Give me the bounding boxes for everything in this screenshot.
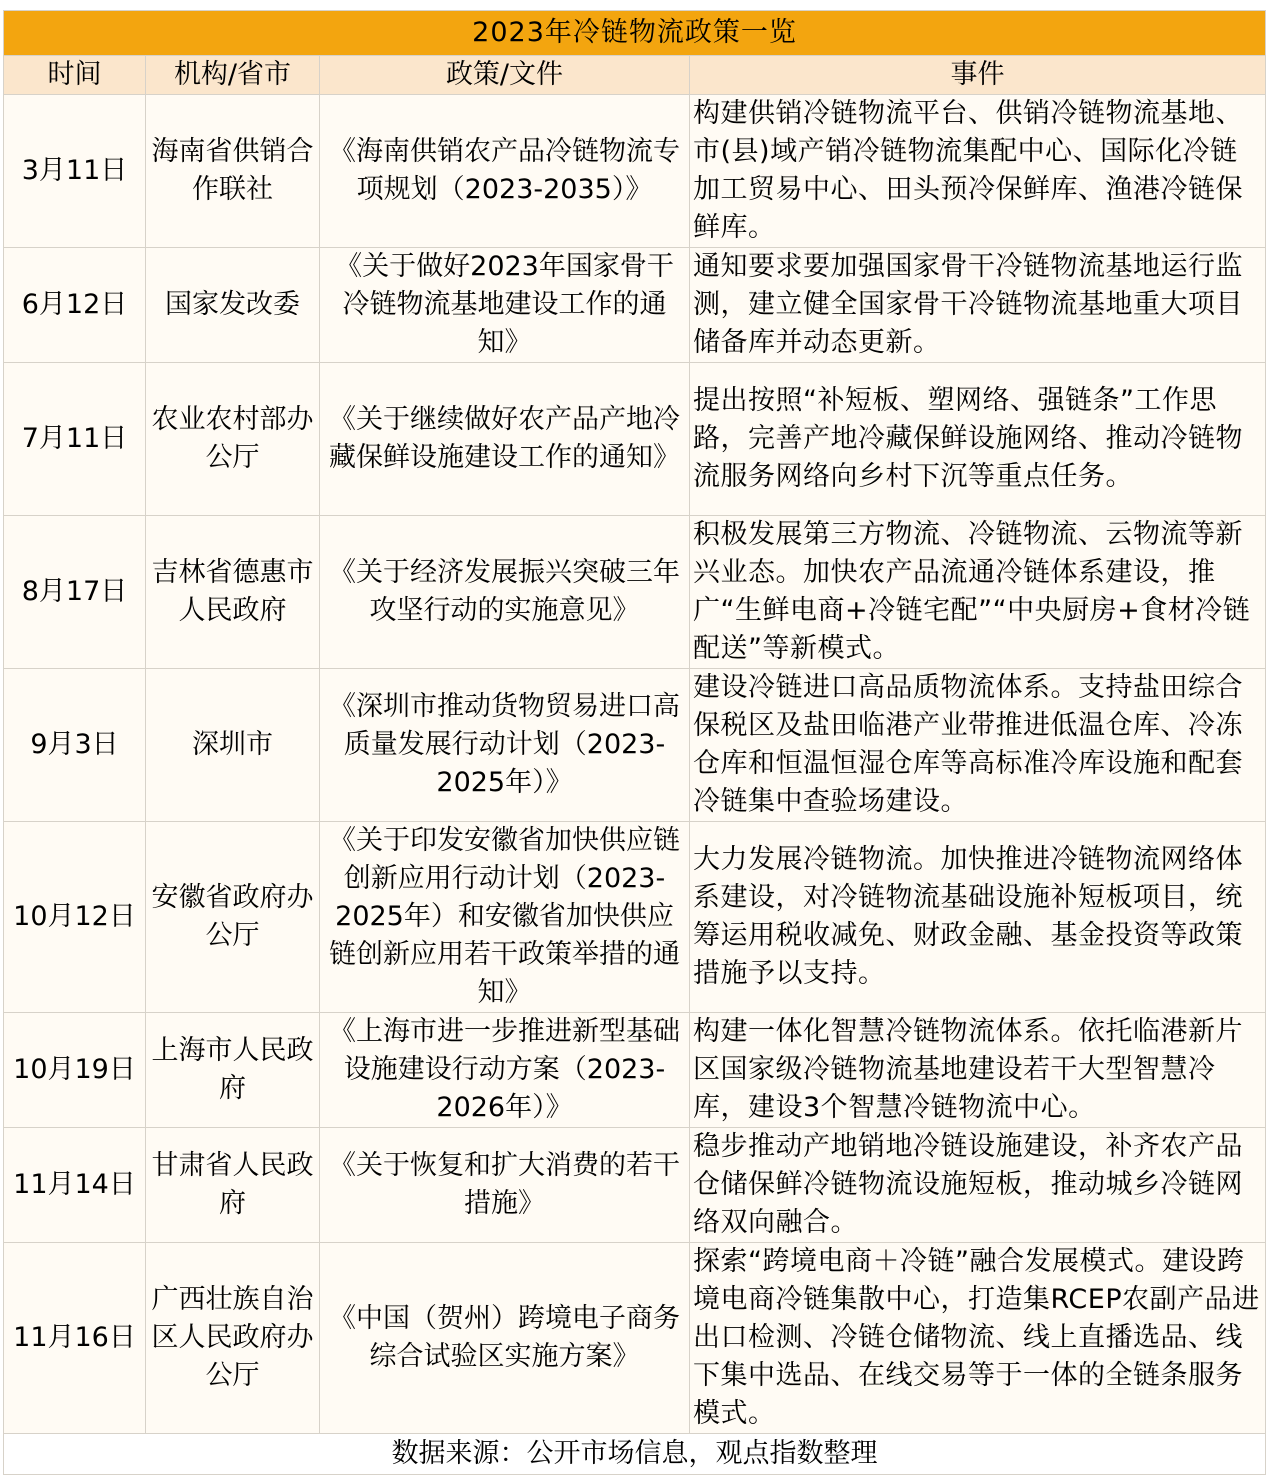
event-cell: 构建一体化智慧冷链物流体系。依托临港新片区国家级冷链物流基地建设若干大型智慧冷库，建设3个智慧冷链物流中心。 [690, 1013, 1266, 1128]
event-cell: 提出按照“补短板、塑网络、强链条”工作思路，完善产地冷藏保鲜设施网络、推动冷链物流服务网络向乡村下沉等重点任务。 [690, 363, 1266, 516]
org-cell: 吉林省德惠市人民政府 [146, 516, 320, 669]
table-row [4, 363, 1266, 516]
date-cell: 10月19日 [4, 1013, 146, 1128]
table-row [4, 248, 1266, 363]
date-cell: 10月12日 [4, 822, 146, 1013]
table-title: 2023年冷链物流政策一览 [4, 11, 1266, 56]
org-cell: 农业农村部办公厅 [146, 363, 320, 516]
policy-cell: 《关于印发安徽省加快供应链创新应用行动计划（2023-2025年）和安徽省加快供应链创新应用若干政策举措的通知》 [320, 822, 690, 1013]
event-cell: 大力发展冷链物流。加快推进冷链物流网络体系建设，对冷链物流基础设施补短板项目，统筹运用税收减免、财政金融、基金投资等政策措施予以支持。 [690, 822, 1266, 1013]
event-cell: 探索“跨境电商＋冷链”融合发展模式。建设跨境电商冷链集散中心，打造集RCEP农副产品进出口检测、冷链仓储物流、线上直播选品、线下集中选品、在线交易等于一体的全链条服务模式。 [690, 1243, 1266, 1434]
policy-cell: 《关于做好2023年国家骨干冷链物流基地建设工作的通知》 [320, 248, 690, 363]
policy-cell: 《中国（贺州）跨境电子商务综合试验区实施方案》 [320, 1243, 690, 1434]
org-cell: 深圳市 [146, 669, 320, 822]
date-cell: 9月3日 [4, 669, 146, 822]
header-row [4, 56, 1266, 95]
table-row [4, 1128, 1266, 1243]
policy-cell: 《关于继续做好农产品产地冷藏保鲜设施建设工作的通知》 [320, 363, 690, 516]
org-cell: 上海市人民政府 [146, 1013, 320, 1128]
date-cell: 3月11日 [4, 95, 146, 248]
header-org: 机构/省市 [146, 56, 320, 95]
date-cell: 7月11日 [4, 363, 146, 516]
event-cell: 建设冷链进口高品质物流体系。支持盐田综合保税区及盐田临港产业带推进低温仓库、冷冻仓库和恒温恒湿仓库等高标准冷库设施和配套冷链集中查验场建设。 [690, 669, 1266, 822]
header-date: 时间 [4, 56, 146, 95]
event-cell: 稳步推动产地销地冷链设施建设，补齐农产品仓储保鲜冷链物流设施短板，推动城乡冷链网络双向融合。 [690, 1128, 1266, 1243]
header-policy: 政策/文件 [320, 56, 690, 95]
table-row [4, 1243, 1266, 1434]
event-cell: 构建供销冷链物流平台、供销冷链物流基地、市(县)域产销冷链物流集配中心、国际化冷链加工贸易中心、田头预冷保鲜库、渔港冷链保鲜库。 [690, 95, 1266, 248]
table-row [4, 1013, 1266, 1128]
table-row [4, 95, 1266, 248]
policy-cell: 《海南供销农产品冷链物流专项规划（2023-2035）》 [320, 95, 690, 248]
date-cell: 11月14日 [4, 1128, 146, 1243]
event-cell: 积极发展第三方物流、冷链物流、云物流等新兴业态。加快农产品流通冷链体系建设，推广“生鲜电商+冷链宅配”“中央厨房+食材冷链配送”等新模式。 [690, 516, 1266, 669]
source-note: 数据来源：公开市场信息，观点指数整理 [4, 1434, 1266, 1475]
policy-table [3, 10, 1266, 1475]
date-cell: 6月12日 [4, 248, 146, 363]
org-cell: 甘肃省人民政府 [146, 1128, 320, 1243]
org-cell: 海南省供销合作联社 [146, 95, 320, 248]
policy-cell: 《关于经济发展振兴突破三年攻坚行动的实施意见》 [320, 516, 690, 669]
table-row [4, 822, 1266, 1013]
org-cell: 国家发改委 [146, 248, 320, 363]
org-cell: 安徽省政府办公厅 [146, 822, 320, 1013]
title-row [4, 11, 1266, 56]
policy-cell: 《深圳市推动货物贸易进口高质量发展行动计划（2023-2025年）》 [320, 669, 690, 822]
policy-cell: 《关于恢复和扩大消费的若干措施》 [320, 1128, 690, 1243]
table-row [4, 516, 1266, 669]
header-event: 事件 [690, 56, 1266, 95]
event-cell: 通知要求要加强国家骨干冷链物流基地运行监测，建立健全国家骨干冷链物流基地重大项目储备库并动态更新。 [690, 248, 1266, 363]
policy-cell: 《上海市进一步推进新型基础设施建设行动方案（2023-2026年）》 [320, 1013, 690, 1128]
date-cell: 8月17日 [4, 516, 146, 669]
footer-row [4, 1434, 1266, 1475]
org-cell: 广西壮族自治区人民政府办公厅 [146, 1243, 320, 1434]
table-row [4, 669, 1266, 822]
date-cell: 11月16日 [4, 1243, 146, 1434]
